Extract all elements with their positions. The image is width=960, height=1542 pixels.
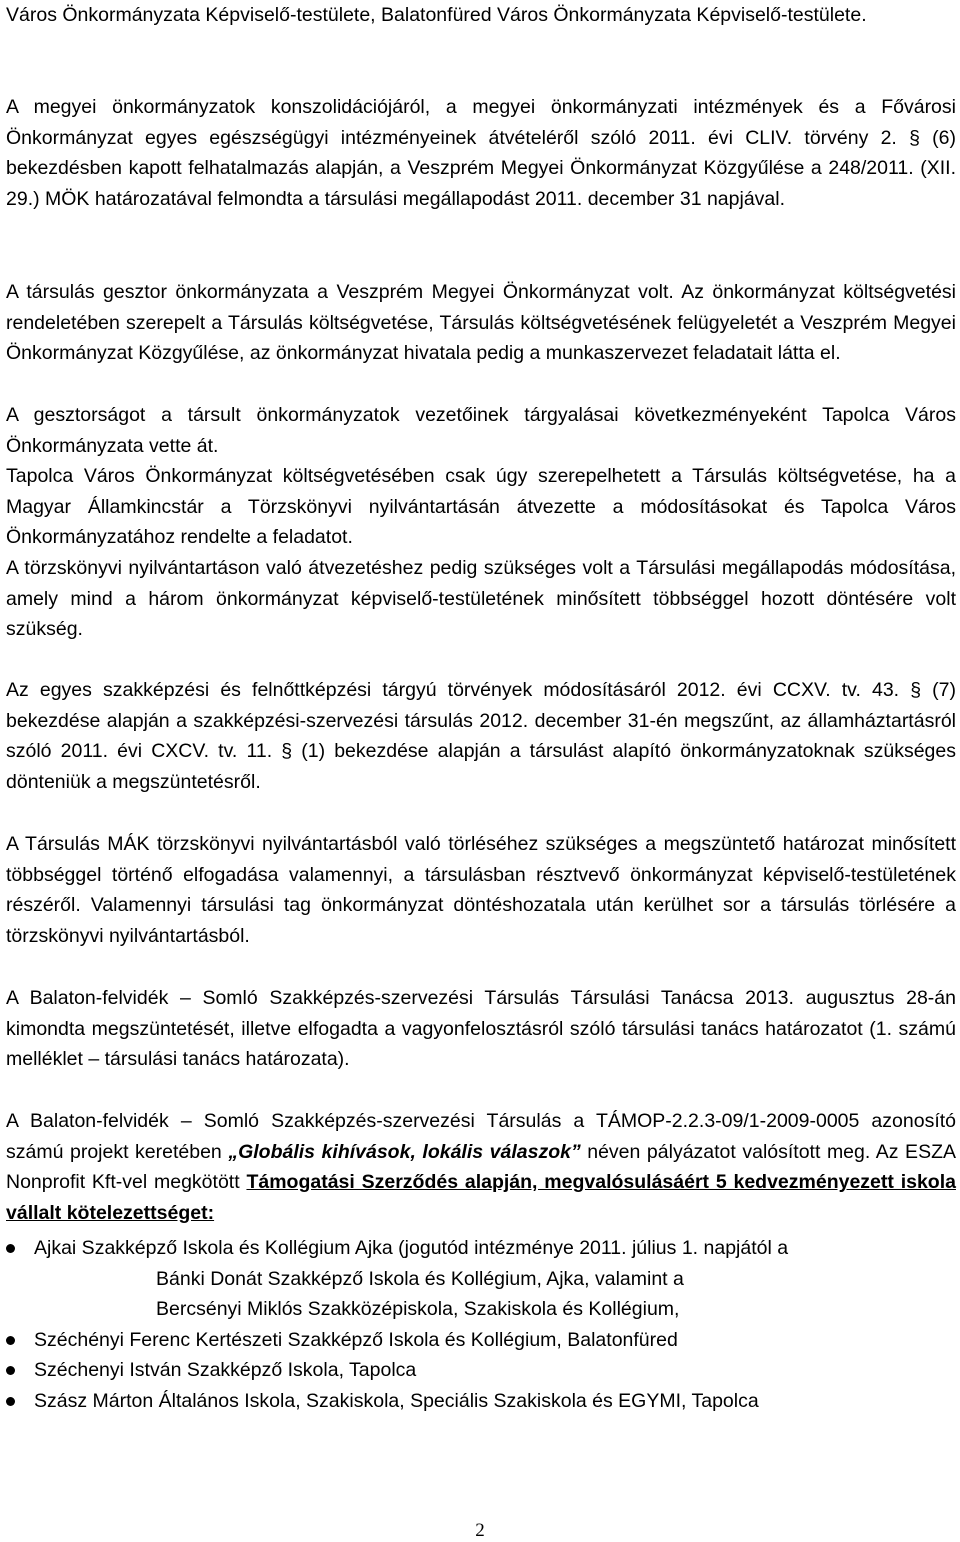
list-item [0,1386,960,1417]
school-list [0,1233,960,1417]
paragraph-vocational-law: Az egyes szakképzési és felnőttképzési tárgyú törvények módosításáról 2012. évi CCXV. tv. 43. § (7) bekezdése alapján a szakképzési-szervezési társulás 2012. december 31-én megszűnt, az államháztartásról szóló 2011. évi CXCV. tv. 11. § (1) bekezdése alapján a társulást alapító önkormányzatoknak szükséges dönteniük a megszüntetésről. [6,679,956,793]
tamop-text-middle: néven pályázatot valósított meg. Az ESZA Nonprofit Kft-vel megkötött [6,1140,956,1194]
contract-obligation-text: Támogatási Szerződés alapján, megvalósulásáért 5 kedvezményezett iskola vállalt kötelezettséget: [6,1171,956,1224]
school-szechenyi-tapolca: Széchenyi István Szakképző Iskola, Tapolca [34,1359,417,1382]
bullet-icon [6,1244,15,1253]
paragraph-council-decision: A Balaton-felvidék – Somló Szakképzés-szervezési Társulás Társulási Tanácsa 2013. augusztus 28-án kimondta megszüntetését, illetve elfogadta a vagyonfelosztásról szóló társulási tanács határozatot (1. számú melléklet – társulási tanács határozata). [6,987,956,1071]
school-balatonfured: Széchényi Ferenc Kertészeti Szakképző Iskola és Kollégium, Balatonfüred [34,1328,678,1351]
paragraph-mak-deletion: A Társulás MÁK törzskönyvi nyilvántartásból való törléséhez szükséges a megszüntető határozat minősített többséggel történő elfogadása valamennyi, a társulásban résztvevő önkormányzat képviselő-testületének részéről. Valamennyi társulási tag önkormányzat döntéshozatala után kerülhet sor a társulás törlésére a törzskönyvi nyilvántartásból. [6,833,956,947]
paragraph-tapolca-budget: Tapolca Város Önkormányzat költségvetésében csak úgy szerepelhetett a Társulás költségvetése, ha a Magyar Államkincstár a Törzskönyvi nyilvántartásán átvezette a módosításokat és Tapolca Város Önkormányzatához rendelte a feladatot. [6,465,956,549]
list-item [0,1325,960,1356]
school-ajka-line3: Bercsényi Miklós Szakközépiskola, Szakiskola és Kollégium, [156,1298,680,1321]
list-item [0,1233,960,1325]
school-szasz-marton: Szász Márton Általános Iskola, Szakiskola, Speciális Szakiskola és EGYMI, Tapolca [34,1389,759,1412]
paragraph-continuation: Város Önkormányzata Képviselő-testülete, Balatonfüred Város Önkormányzata Képviselő-testülete. [6,4,867,26]
paragraph-tamop-project [6,1106,956,1228]
paragraph-gesztor: A társulás gesztor önkormányzata a Veszprém Megyei Önkormányzat volt. Az önkormányzat költségvetési rendeletében szerepelt a Társulás költségvetése, Társulás költségvetésének felügyeletét a Veszprém Megyei Önkormányzat Közgyűlése, az önkormányzat hivatala pedig a munkaszervezet feladatait látta el. [6,281,956,365]
tamop-text-start: A Balaton-felvidék – Somló Szakképzés-szervezési Társulás a TÁMOP-2.2.3-09/1-2009-0005 azonosító számú projekt keretében [6,1110,956,1163]
paragraph-gesztorsag: A gesztorságot a társult önkormányzatok vezetőinek tárgyalásai következményeként Tapolca Város Önkormányzata vette át. [6,404,956,457]
paragraph-county-law: A megyei önkormányzatok konszolidációjáról, a megyei önkormányzati intézmények és a Fővárosi Önkormányzat egyes egészségügyi intézményeinek átvételéről szóló 2011. évi CLIV. törvény 2. § (6) bekezdésben kapott felhatalmazás alapján, a Veszprém Megyei Önkormányzat Közgyűlése a 248/2011. (XII. 29.) MÖK határozatával felmondta a társulási megállapodást 2011. december 31 napjával. [6,96,956,210]
bullet-icon [6,1366,15,1375]
school-ajka-line1: Ajkai Szakképző Iskola és Kollégium Ajka (jogutód intézménye 2011. július 1. napjától a [34,1237,789,1259]
list-item [0,1355,960,1386]
paragraph-registry: A törzskönyvi nyilvántartáson való átvezetéshez pedig szükséges volt a Társulási megállapodás módosítása, amely mind a három önkormányzat képviselő-testületének minősített többséggel hozott döntésére volt szükség. [6,557,956,641]
project-title: „Globális kihívások, lokális válaszok” [228,1140,581,1163]
school-ajka-line2: Bánki Donát Szakképző Iskola és Kollégium, Ajka, valamint a [156,1267,684,1290]
bullet-icon [6,1336,15,1345]
page-number: 2 [475,1520,485,1541]
bullet-icon [6,1397,15,1406]
